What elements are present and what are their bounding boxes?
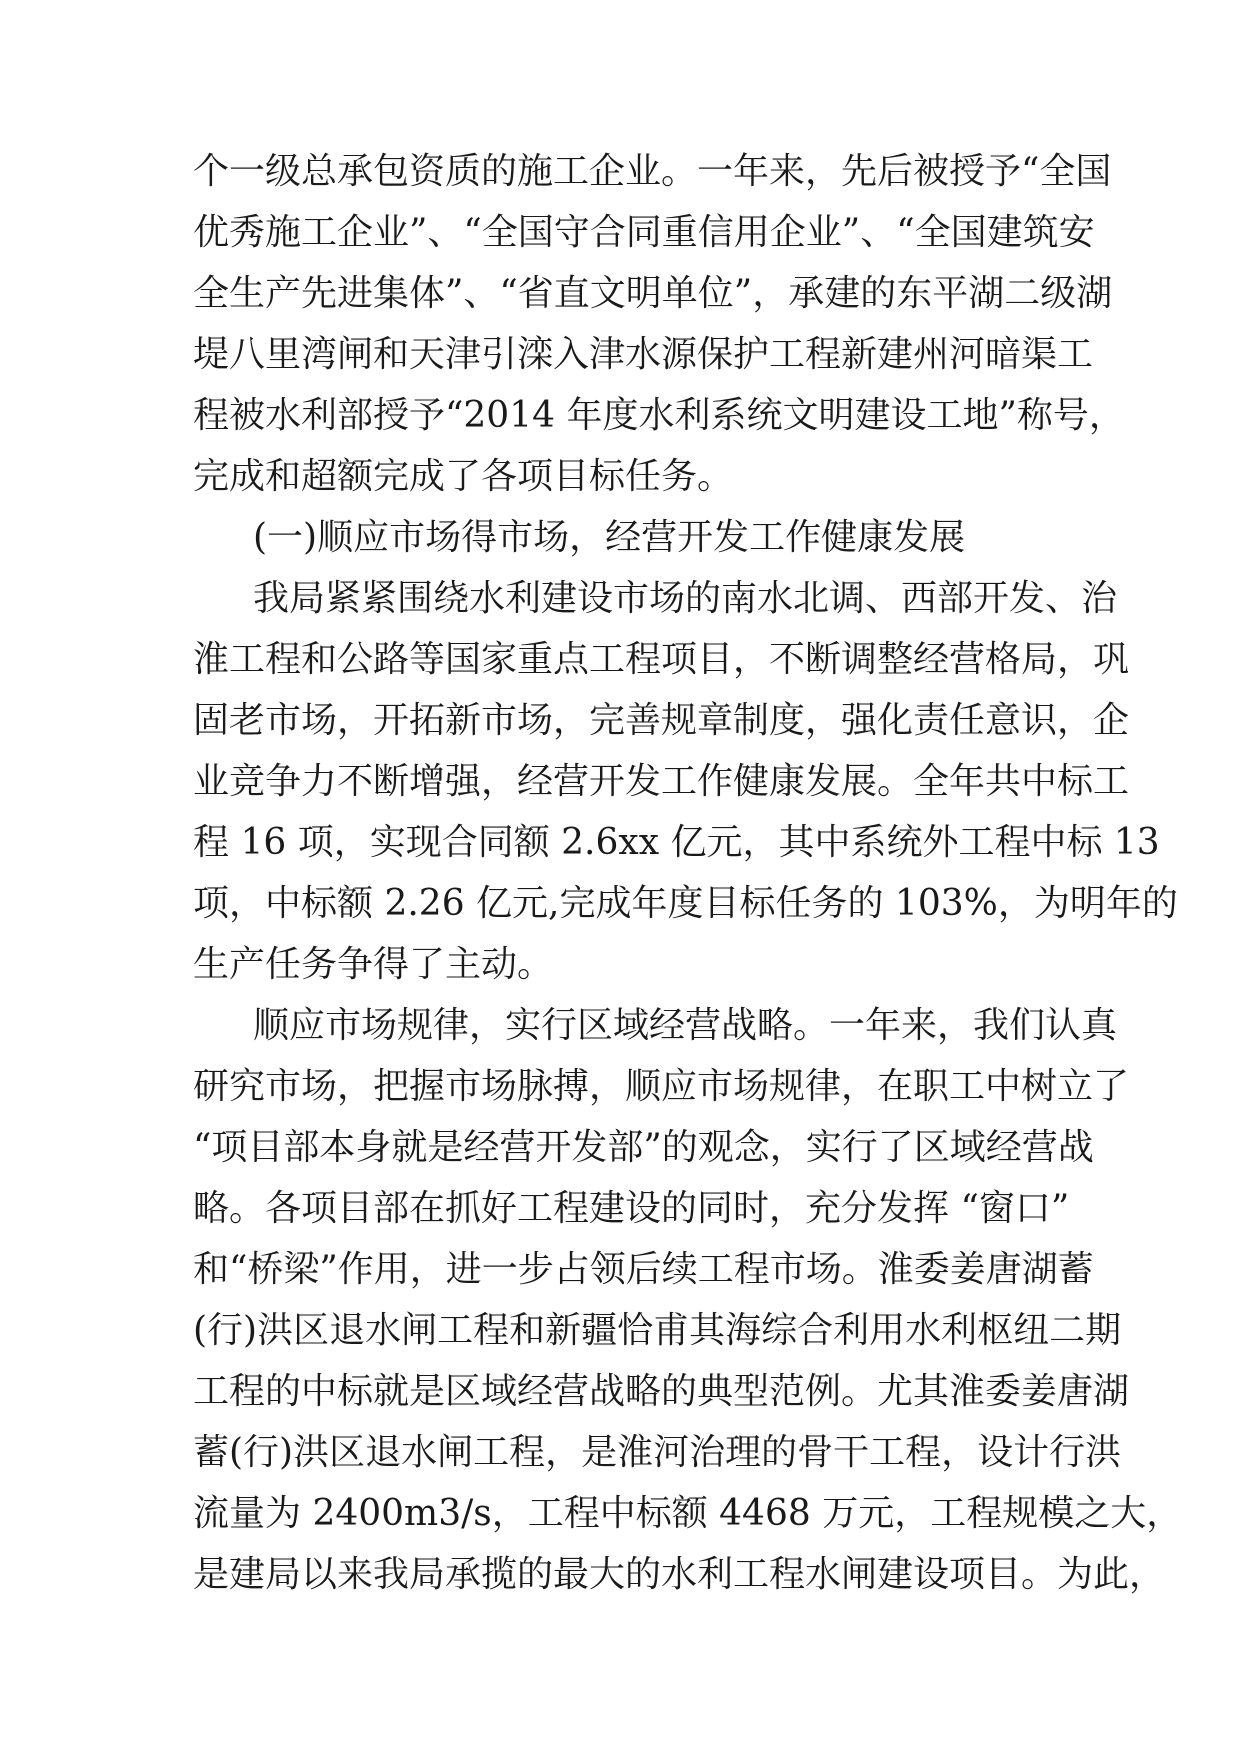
section-heading: (一)顺应市场得市场，经营开发工作健康发展: [253, 517, 966, 558]
text-line: 是建局以来我局承揽的最大的水利工程水闸建设项目。为此，: [193, 1554, 1166, 1595]
text-line: 流量为 2400m3/s，工程中标额 4468 万元，工程规模之大，: [193, 1493, 1183, 1534]
text-line: “项目部本身就是经营开发部”的观念，实行了区域经营战: [193, 1127, 1094, 1168]
text-line: 生产任务争得了主动。: [193, 944, 554, 985]
text-line: 程 16 项，实现合同额 2.6xx 亿元，其中系统外工程中标 13: [193, 822, 1160, 863]
text-line: 程被水利部授予“2014 年度水利系统文明建设工地”称号，: [193, 395, 1125, 436]
text-line: (行)洪区退水闸工程和新疆恰甫其海综合利用水利枢纽二期: [193, 1310, 1122, 1351]
text-line: 略。各项目部在抓好工程建设的同时，充分发挥 “窗口”: [193, 1188, 1070, 1229]
text-line: 研究市场，把握市场脉搏，顺应市场规律，在职工中树立了: [193, 1066, 1130, 1107]
text-line: 和“桥梁”作用，进一步占领后续工程市场。淮委姜唐湖蓄: [193, 1249, 1094, 1290]
text-line: 个一级总承包资质的施工企业。一年来，先后被授予“全国: [193, 151, 1112, 192]
text-line: 固老市场，开拓新市场，完善规章制度，强化责任意识，企: [193, 700, 1130, 741]
text-line: 优秀施工企业”、“全国守合同重信用企业”、“全国建筑安: [193, 212, 1095, 253]
text-line: 业竞争力不断增强，经营开发工作健康发展。全年共中标工: [193, 761, 1130, 802]
text-line: 工程的中标就是区域经营战略的典型范例。尤其淮委姜唐湖: [193, 1371, 1130, 1412]
text-line: 全生产先进集体”、“省直文明单位”，承建的东平湖二级湖: [193, 273, 1113, 314]
text-line: 项，中标额 2.26 亿元,完成年度目标任务的 103%，为明年的: [193, 883, 1178, 924]
text-line: 顺应市场规律，实行区域经营战略。一年来，我们认真: [253, 1005, 1118, 1046]
text-line: 我局紧紧围绕水利建设市场的南水北调、西部开发、治: [253, 578, 1118, 619]
text-line: 蓄(行)洪区退水闸工程，是淮河治理的骨干工程，设计行洪: [193, 1432, 1122, 1473]
text-line: 淮工程和公路等国家重点工程项目，不断调整经营格局，巩: [193, 639, 1130, 680]
text-line: 完成和超额完成了各项目标任务。: [193, 456, 734, 497]
text-line: 堤八里湾闸和天津引滦入津水源保护工程新建州河暗渠工: [193, 334, 1094, 375]
